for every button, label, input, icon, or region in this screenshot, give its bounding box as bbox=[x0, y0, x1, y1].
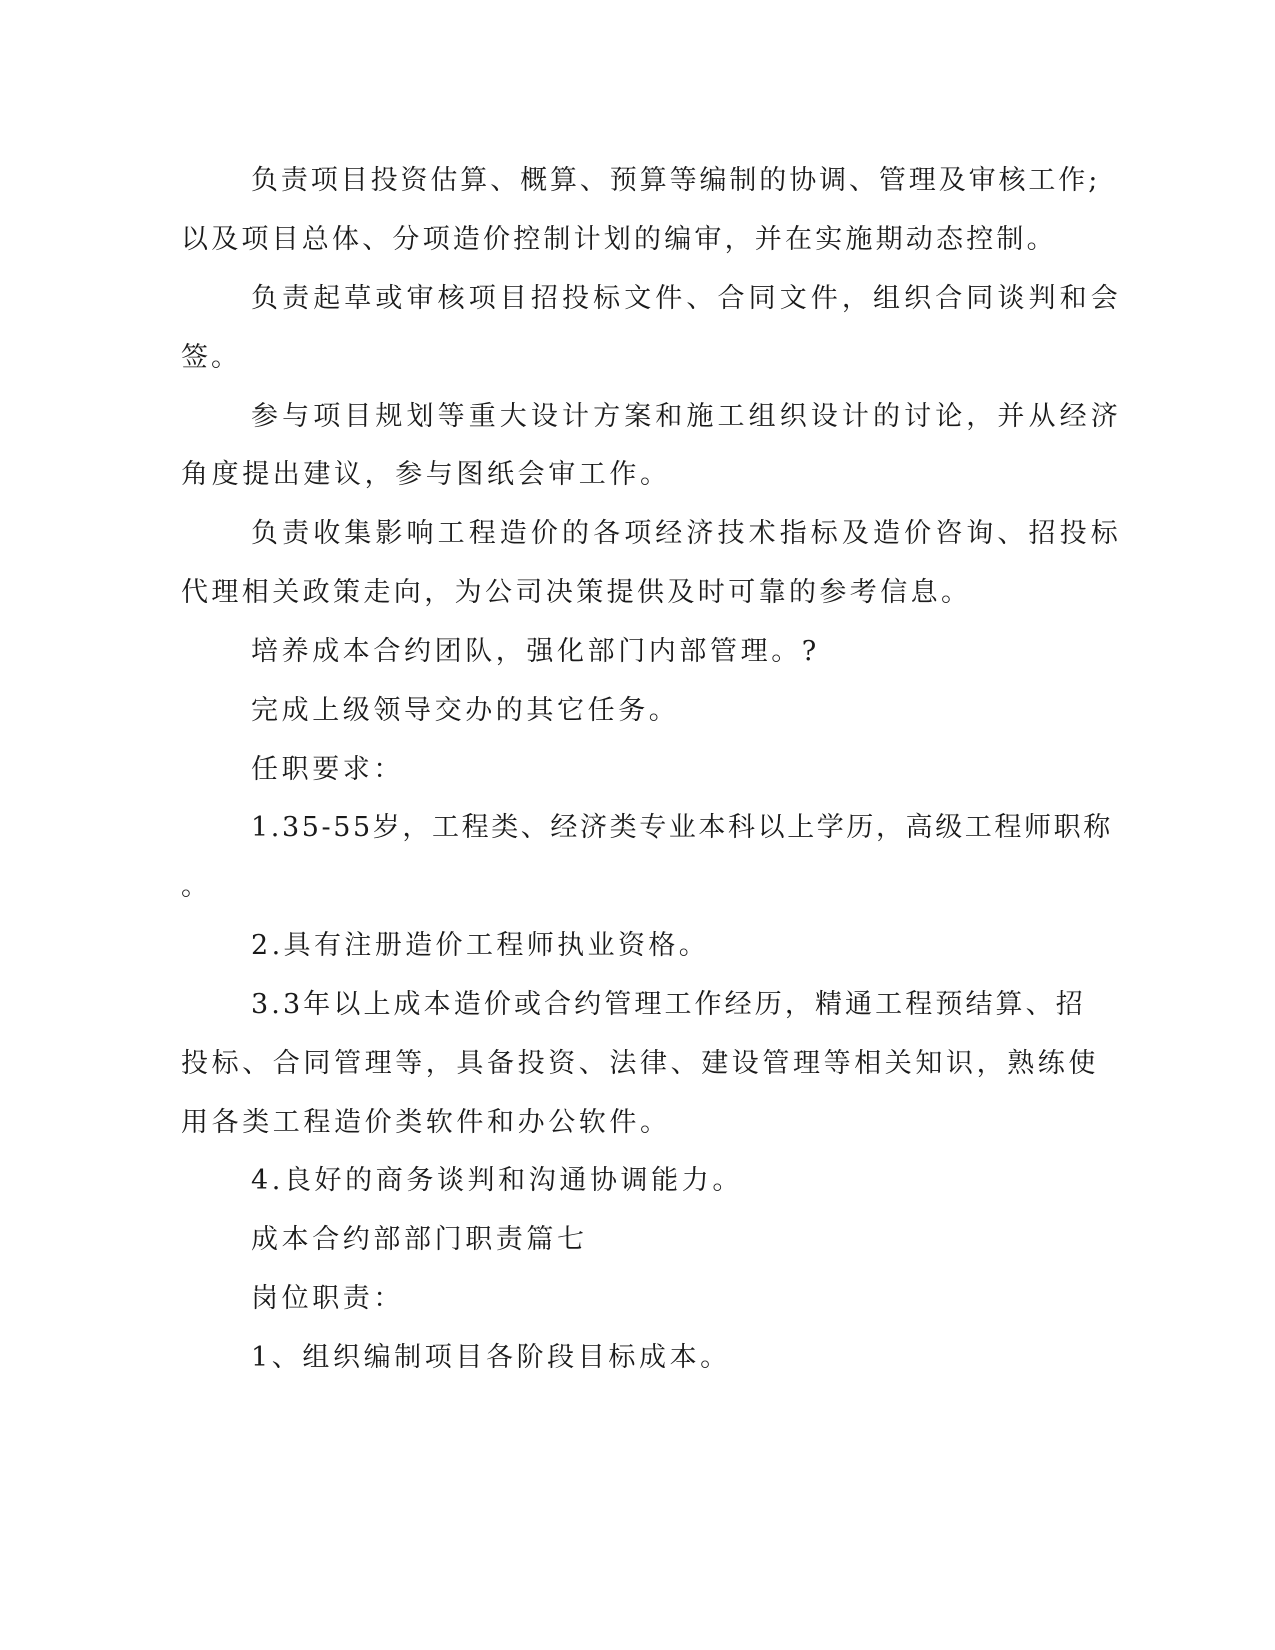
text-line: 角度提出建议，参与图纸会审工作。 bbox=[181, 459, 671, 490]
section-title: 成本合约部部门职责篇七 bbox=[251, 1224, 588, 1255]
section-heading: 任职要求： bbox=[251, 754, 404, 785]
text-line: 2.具有注册造价工程师执业资格。 bbox=[251, 930, 710, 961]
text-line: 用各类工程造价类软件和办公软件。 bbox=[181, 1107, 671, 1138]
text-line: 代理相关政策走向，为公司决策提供及时可靠的参考信息。 bbox=[181, 577, 972, 608]
text-line: 参与项目规划等重大设计方案和施工组织设计的讨论，并从经济 bbox=[251, 401, 1122, 432]
text-line: 投标、合同管理等，具备投资、法律、建设管理等相关知识，熟练使 bbox=[181, 1048, 1099, 1079]
text-line: 负责项目投资估算、概算、预算等编制的协调、管理及审核工作; bbox=[251, 165, 1101, 196]
text-line: 培养成本合约团队，强化部门内部管理。? bbox=[251, 636, 820, 667]
text-line: 3.3年以上成本造价或合约管理工作经历，精通工程预结算、招 bbox=[251, 989, 1086, 1020]
text-line: 签。 bbox=[181, 342, 241, 373]
section-heading: 岗位职责： bbox=[251, 1283, 404, 1314]
text-line: 4.良好的商务谈判和沟通协调能力。 bbox=[251, 1165, 743, 1196]
text-line: 1、组织编制项目各阶段目标成本。 bbox=[251, 1342, 731, 1373]
text-line: 负责收集影响工程造价的各项经济技术指标及造价咨询、招投标 bbox=[251, 518, 1122, 549]
text-line: 负责起草或审核项目招投标文件、合同文件，组织合同谈判和会 bbox=[251, 283, 1122, 314]
text-line: 1.35-55岁，工程类、经济类专业本科以上学历，高级工程师职称 bbox=[251, 812, 1113, 843]
text-line: 以及项目总体、分项造价控制计划的编审，并在实施期动态控制。 bbox=[181, 224, 1057, 255]
text-line: 。 bbox=[181, 871, 211, 902]
text-line: 完成上级领导交办的其它任务。 bbox=[251, 695, 680, 726]
